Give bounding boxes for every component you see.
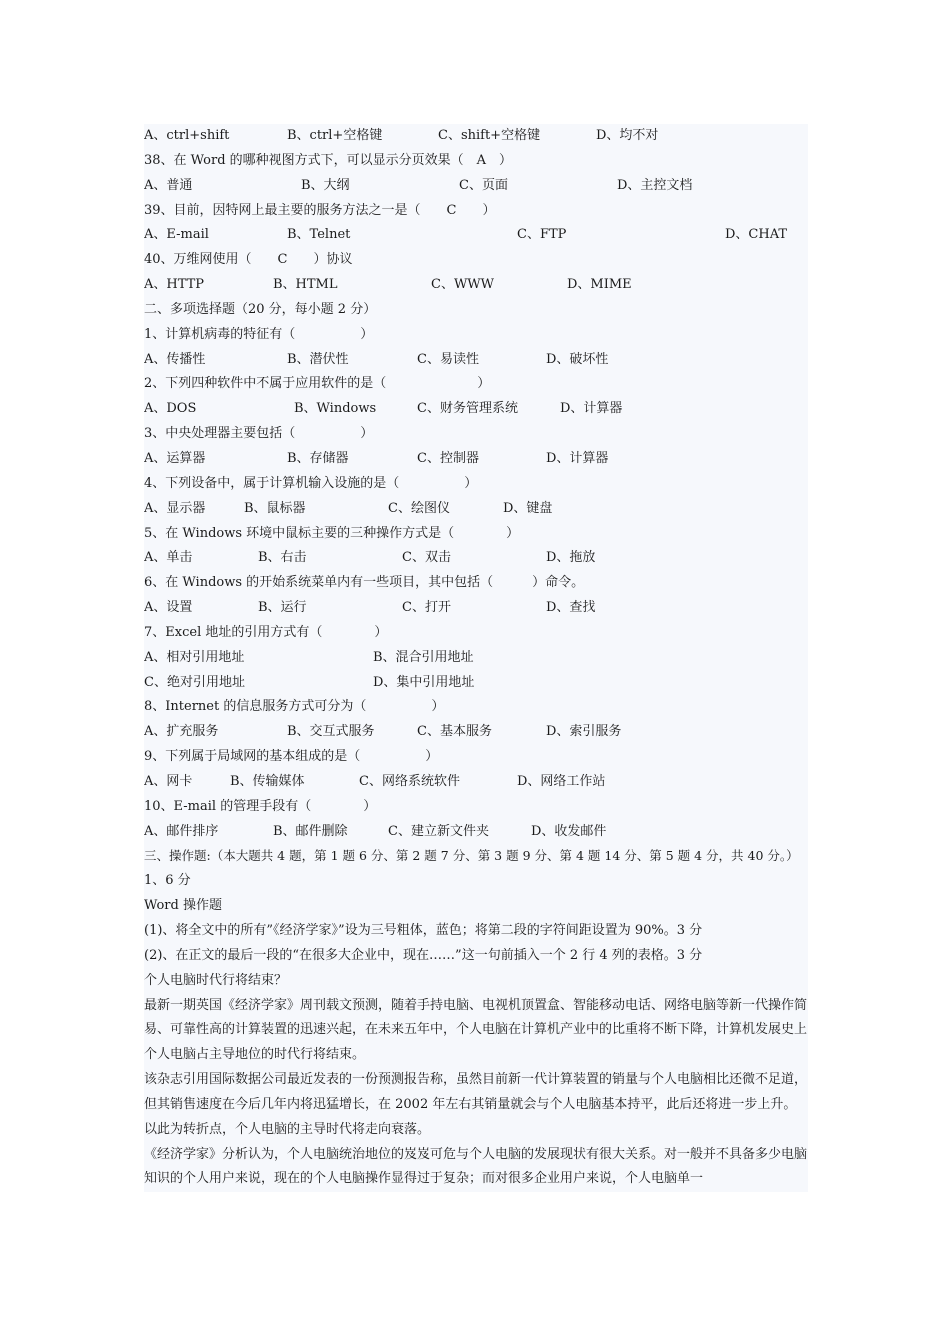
mc-question-2-options	[144, 397, 808, 422]
question-38: 38、在 Word 的哪种视图方式下，可以显示分页效果（ A ）	[144, 152, 513, 168]
option-a: A、HTTP	[144, 277, 205, 293]
option-c: C、WWW	[431, 277, 495, 293]
option-b: B、HTML	[273, 277, 338, 293]
option-c: C、财务管理系统	[417, 401, 518, 417]
question-37-options	[144, 124, 808, 149]
option-a: A、扩充服务	[144, 724, 219, 740]
mc-question-1-options	[144, 348, 808, 373]
article-title: 个人电脑时代行将结束？	[144, 972, 288, 988]
option-b: B、存储器	[287, 450, 349, 466]
option-d: D、MIME	[567, 277, 632, 293]
option-a: A、设置	[144, 600, 193, 616]
mc-question-2: 2、下列四种软件中不属于应用软件的是（ ）	[144, 376, 491, 392]
option-a: A、相对引用地址	[144, 649, 245, 665]
article-paragraph-2: 该杂志引用国际数据公司最近发表的一份预测报告称，虽然目前新一代计算装置的销量与个人电脑相比还微不足道，但其销售速度在今后几年内将迅猛增长，在 2002 年左右其销量就会与个人电脑基本持平，此后还将进一步上升。以此为转折点，个人电脑的主导时代将走向衰落。	[144, 1072, 808, 1137]
option-d: D、网络工作站	[517, 773, 606, 789]
word-task-step-2: (2)、在正文的最后一段的“在很多大企业中，现在……”这一句前插入一个 2 行 4 列的表格。3 分	[144, 947, 703, 963]
section-3-heading: 三、操作题:（本大题共 4 题，第 1 题 6 分、第 2 题 7 分、第 3 题 9 分、第 4 题 14 分、第 5 题 4 分，共 40 分。）	[144, 848, 799, 864]
option-b: B、潜伏性	[287, 351, 349, 367]
article-paragraph-1: 最新一期英国《经济学家》周刊载文预测，随着手持电脑、电视机顶置盒、智能移动电话、网络电脑等新一代操作简易、可靠性高的计算装置的迅速兴起，在未来五年中，个人电脑在计算机产业中的比重将不断下降，计算机发展史上个人电脑占主导地位的时代行将结束。	[144, 997, 808, 1063]
option-a: A、普通	[144, 177, 193, 193]
option-d: D、主控文档	[617, 177, 693, 193]
word-task-step-1: (1)、将全文中的所有”《经济学家》”设为三号粗体，蓝色；将第二段的字符间距设置为 90%。3 分	[144, 923, 703, 938]
mc-question-9: 9、下列属于局域网的基本组成的是（ ）	[144, 749, 439, 765]
mc-question-7-options-row-2	[144, 671, 808, 696]
option-c: C、建立新文件夹	[388, 823, 489, 839]
mc-question-9-options	[144, 770, 808, 795]
option-a: A、邮件排序	[144, 823, 219, 839]
document-body	[144, 124, 808, 1192]
option-a: A、DOS	[144, 401, 197, 417]
option-c: C、控制器	[417, 450, 479, 466]
word-task-title: Word 操作题	[144, 898, 222, 914]
question-39-options	[144, 223, 808, 248]
option-b: B、运行	[258, 600, 307, 616]
option-a: A、单击	[144, 550, 193, 566]
option-c: C、FTP	[517, 227, 567, 243]
option-b: B、鼠标器	[244, 500, 306, 516]
mc-question-1: 1、计算机病毒的特征有（ ）	[144, 326, 374, 342]
question-39: 39、目前，因特网上最主要的服务方法之一是（ C ）	[144, 202, 496, 218]
mc-question-5: 5、在 Windows 环境中鼠标主要的三种操作方式是（ ）	[144, 525, 520, 541]
option-d: D、计算器	[560, 401, 623, 417]
option-b: B、大纲	[301, 177, 350, 193]
option-d: D、计算器	[546, 450, 609, 466]
option-d: D、索引服务	[546, 724, 622, 740]
mc-question-8-options	[144, 720, 808, 745]
question-38-options	[144, 174, 808, 199]
option-a: A、显示器	[144, 500, 206, 516]
option-b: B、传输媒体	[230, 773, 305, 789]
mc-question-3: 3、中央处理器主要包括（ ）	[144, 426, 374, 442]
option-d: D、CHAT	[725, 227, 788, 243]
option-d: D、查找	[546, 600, 596, 616]
question-40-options	[144, 273, 808, 298]
option-c: C、打开	[402, 600, 451, 616]
mc-question-8: 8、Internet 的信息服务方式可分为（ ）	[144, 699, 445, 715]
section-2-heading: 二、多项选择题（20 分，每小题 2 分）	[144, 301, 377, 317]
option-c: C、网络系统软件	[359, 773, 460, 789]
option-b: B、Windows	[294, 401, 377, 417]
option-c: C、基本服务	[417, 724, 492, 740]
mc-question-6: 6、在 Windows 的开始系统菜单内有一些项目，其中包括（ ）命令。	[144, 575, 585, 591]
mc-question-7: 7、Excel 地址的引用方式有（ ）	[144, 624, 388, 640]
mc-question-6-options	[144, 596, 808, 621]
option-b: B、Telnet	[287, 227, 351, 243]
option-c: C、shift+空格键	[438, 128, 541, 143]
option-b: B、右击	[258, 550, 307, 566]
mc-question-10: 10、E-mail 的管理手段有（ ）	[144, 798, 377, 814]
option-c: C、易读性	[417, 351, 479, 367]
option-c: C、页面	[459, 177, 508, 193]
option-c: C、双击	[402, 550, 451, 566]
mc-question-10-options	[144, 820, 808, 845]
option-d: D、均不对	[596, 128, 659, 143]
option-d: D、拖放	[546, 550, 596, 566]
mc-question-4-options	[144, 497, 808, 522]
option-d: D、键盘	[503, 500, 553, 516]
option-a: A、E-mail	[144, 227, 209, 243]
mc-question-7-options-row-1	[144, 646, 808, 671]
option-d: D、破坏性	[546, 351, 609, 367]
option-c: C、绘图仪	[388, 500, 450, 516]
option-b: B、ctrl+空格键	[287, 128, 383, 143]
option-a: A、网卡	[144, 773, 193, 789]
mc-question-3-options	[144, 447, 808, 472]
option-a: A、运算器	[144, 450, 206, 466]
option-b: B、混合引用地址	[373, 649, 474, 665]
question-40: 40、万维网使用（ C ）协议	[144, 252, 353, 268]
option-b: B、邮件删除	[273, 823, 348, 839]
mc-question-4: 4、下列设备中，属于计算机输入设施的是（ ）	[144, 475, 478, 491]
article-paragraph-3: 《经济学家》分析认为，个人电脑统治地位的岌岌可危与个人电脑的发展现状有很大关系。对一般并不具备多少电脑知识的个人用户来说，现在的个人电脑操作显得过于复杂；而对很多企业用户来说，个人电脑单一	[144, 1146, 808, 1187]
option-c: C、绝对引用地址	[144, 674, 245, 690]
mc-question-5-options	[144, 546, 808, 571]
option-d: D、收发邮件	[531, 823, 607, 839]
task-1-heading: 1、6 分	[144, 873, 191, 889]
option-d: D、集中引用地址	[373, 674, 475, 690]
option-a: A、ctrl+shift	[144, 128, 230, 143]
option-a: A、传播性	[144, 351, 206, 367]
option-b: B、交互式服务	[287, 724, 375, 740]
